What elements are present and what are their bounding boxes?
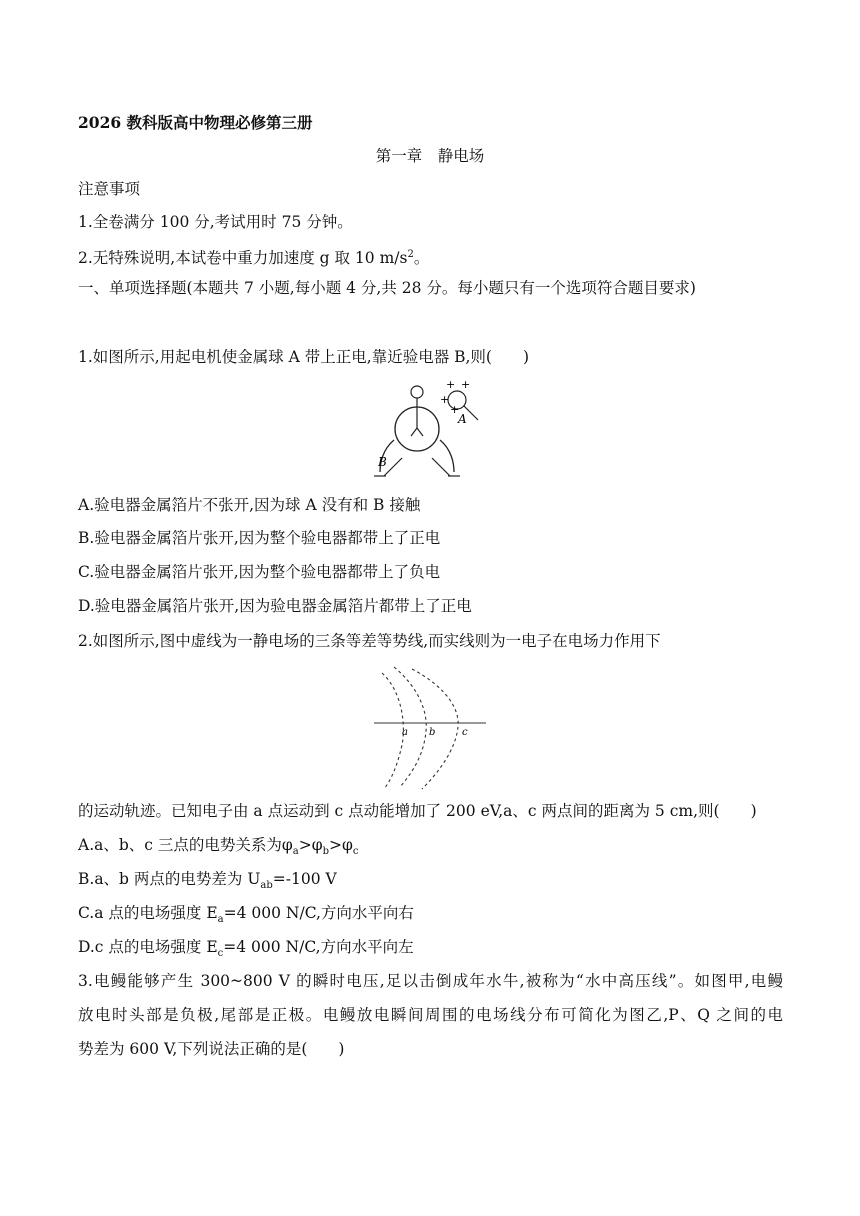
point-a-label: a	[402, 727, 408, 738]
chapter-title: 第一章 静电场	[375, 147, 485, 165]
section-heading: 一、单项选择题(本题共 7 小题,每小题 4 分,共 28 分。每小题只有一个选项符合题目要求)	[78, 279, 696, 297]
plus-sign-3: +	[440, 393, 450, 406]
q1-option-a: A.验电器金属箔片不张开,因为球 A 没有和 B 接触	[78, 496, 421, 514]
q2-stem-line2: 的运动轨迹。已知电子由 a 点运动到 c 点动能增加了 200 eV,a、c 两点间的距离为 5 cm,则( )	[78, 802, 757, 820]
q3-line2: 放电时头部是负极,尾部是正极。电鳗放电瞬间周围的电场线分布可简化为图乙,P、Q 之间的电	[78, 1006, 783, 1024]
q1-option-b: B.验电器金属箔片张开,因为整个验电器都带上了正电	[78, 529, 441, 547]
equipotential-figure	[372, 665, 488, 795]
point-c-label: c	[462, 727, 468, 738]
q2-option-c: C.a 点的电场强度 $E_a=4$ 000 N/C,方向水平向右	[78, 904, 414, 926]
electroscope-figure	[370, 380, 490, 482]
q1-stem: 1.如图所示,用起电机使金属球 A 带上正电,靠近验电器 B,则( )	[78, 348, 530, 366]
q2-stem-line1: 2.如图所示,图中虚线为一静电场的三条等差等势线,而实线则为一电子在电场力作用下	[78, 632, 661, 650]
q1-option-d: D.验电器金属箔片张开,因为验电器金属箔片都带上了正电	[78, 597, 472, 615]
q2-option-b: B.a、b 两点的电势差为 $U_{ab}=-100$ V	[78, 870, 337, 892]
document-title: 2026 教科版高中物理必修第三册	[78, 113, 313, 132]
note-1: 1.全卷满分 100 分,考试用时 75 分钟。	[78, 213, 353, 231]
label-b: B	[378, 455, 387, 469]
point-b-label: b	[429, 727, 436, 738]
plus-sign-2: +	[461, 380, 471, 391]
plus-sign-1: +	[446, 380, 456, 391]
q2-option-d: D.c 点的电场强度 $E_c=4$ 000 N/C,方向水平向左	[78, 938, 414, 960]
notes-title: 注意事项	[78, 180, 141, 198]
q1-option-c: C.验电器金属箔片张开,因为整个验电器都带上了负电	[78, 563, 441, 581]
note-2: 2.无特殊说明,本试卷中重力加速度 g 取 10 $m/s^2$。	[78, 249, 430, 268]
q3-line3: 势差为 600 V,下列说法正确的是( )	[78, 1040, 345, 1058]
plus-sign-4: +	[450, 403, 460, 416]
q2-option-a: A.a、b、c 三点的电势关系为$\varphi_a>\varphi_b>\varphi_c$	[78, 836, 359, 858]
q3-line1: 3.电鳗能够产生 300~800 V 的瞬时电压,足以击倒成年水牛,被称为“水中高压线”。如图甲,电鳗	[78, 972, 783, 990]
label-a: A	[458, 412, 467, 426]
